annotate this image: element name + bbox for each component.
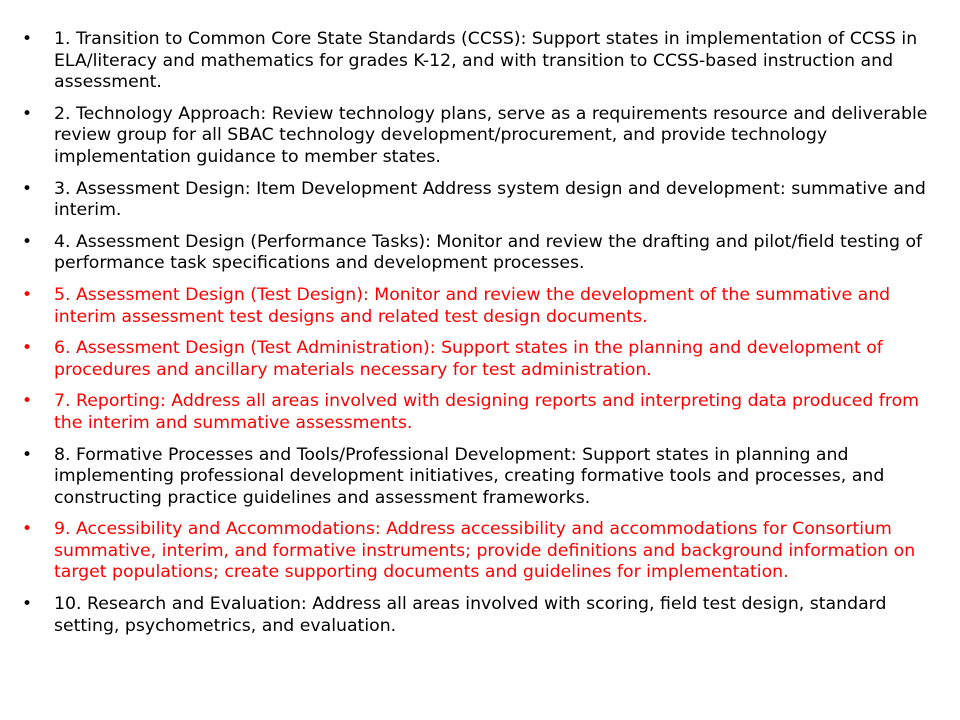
list-item-text: 6. Assessment Design (Test Administration): Support states in the planning and development of procedures and ancillary materials necessary for test administration. <box>54 338 883 380</box>
list-item <box>22 232 942 275</box>
list-item <box>22 29 942 94</box>
list-item <box>22 391 942 434</box>
bullet-list <box>22 29 942 647</box>
list-item <box>22 285 942 328</box>
bullet-icon: • <box>22 103 33 124</box>
bullet-icon: • <box>22 444 33 465</box>
list-item-text: 7. Reporting: Address all areas involved with designing reports and interpreting data produced from the interim and summative assessments. <box>54 391 920 433</box>
list-item <box>22 594 942 637</box>
list-item-text: 2. Technology Approach: Review technology plans, serve as a requirements resource and deliverable review group for all SBAC technology development/procurement, and provide technology implementation guidance to member states. <box>54 103 928 167</box>
list-item <box>22 179 942 222</box>
bullet-icon: • <box>22 338 33 359</box>
list-item <box>22 445 942 510</box>
bullet-icon: • <box>22 519 33 540</box>
list-item-text: 8. Formative Processes and Tools/Professional Development: Support states in planning and implementing professional development initiatives, creating formative tools and processes, and constructing practice guidelines and assessment frameworks. <box>54 444 885 508</box>
bullet-icon: • <box>22 594 33 615</box>
list-item <box>22 104 942 169</box>
list-item <box>22 519 942 584</box>
list-item-text: 3. Assessment Design: Item Development Address system design and development: summative and interim. <box>54 178 926 221</box>
bullet-icon: • <box>22 29 33 49</box>
list-item-text: 4. Assessment Design (Performance Tasks): Monitor and review the drafting and pilot/field testing of performance task specifications and development processes. <box>54 231 923 274</box>
bullet-icon: • <box>22 231 33 252</box>
list-item <box>22 338 942 381</box>
list-item-text: 10. Research and Evaluation: Address all areas involved with scoring, field test design, standard setting, psychometrics, and evaluation. <box>54 594 887 636</box>
bullet-icon: • <box>22 284 33 305</box>
list-item-text: 1. Transition to Common Core State Standards (CCSS): Support states in implementation of CCSS in ELA/literacy and mathematics for grades K-12, and with transition to CCSS-based instruction and assessment. <box>54 29 918 93</box>
list-item-text: 5. Assessment Design (Test Design): Monitor and review the development of the summative and interim assessment test designs and related test design documents. <box>54 284 891 327</box>
bullet-icon: • <box>22 178 33 199</box>
bullet-icon: • <box>22 391 33 412</box>
list-item-text: 9. Accessibility and Accommodations: Address accessibility and accommodations for Consortium summative, interim, and formative instruments; provide definitions and background information on target populations; create supporting documents and guidelines for implementation. <box>54 519 916 583</box>
